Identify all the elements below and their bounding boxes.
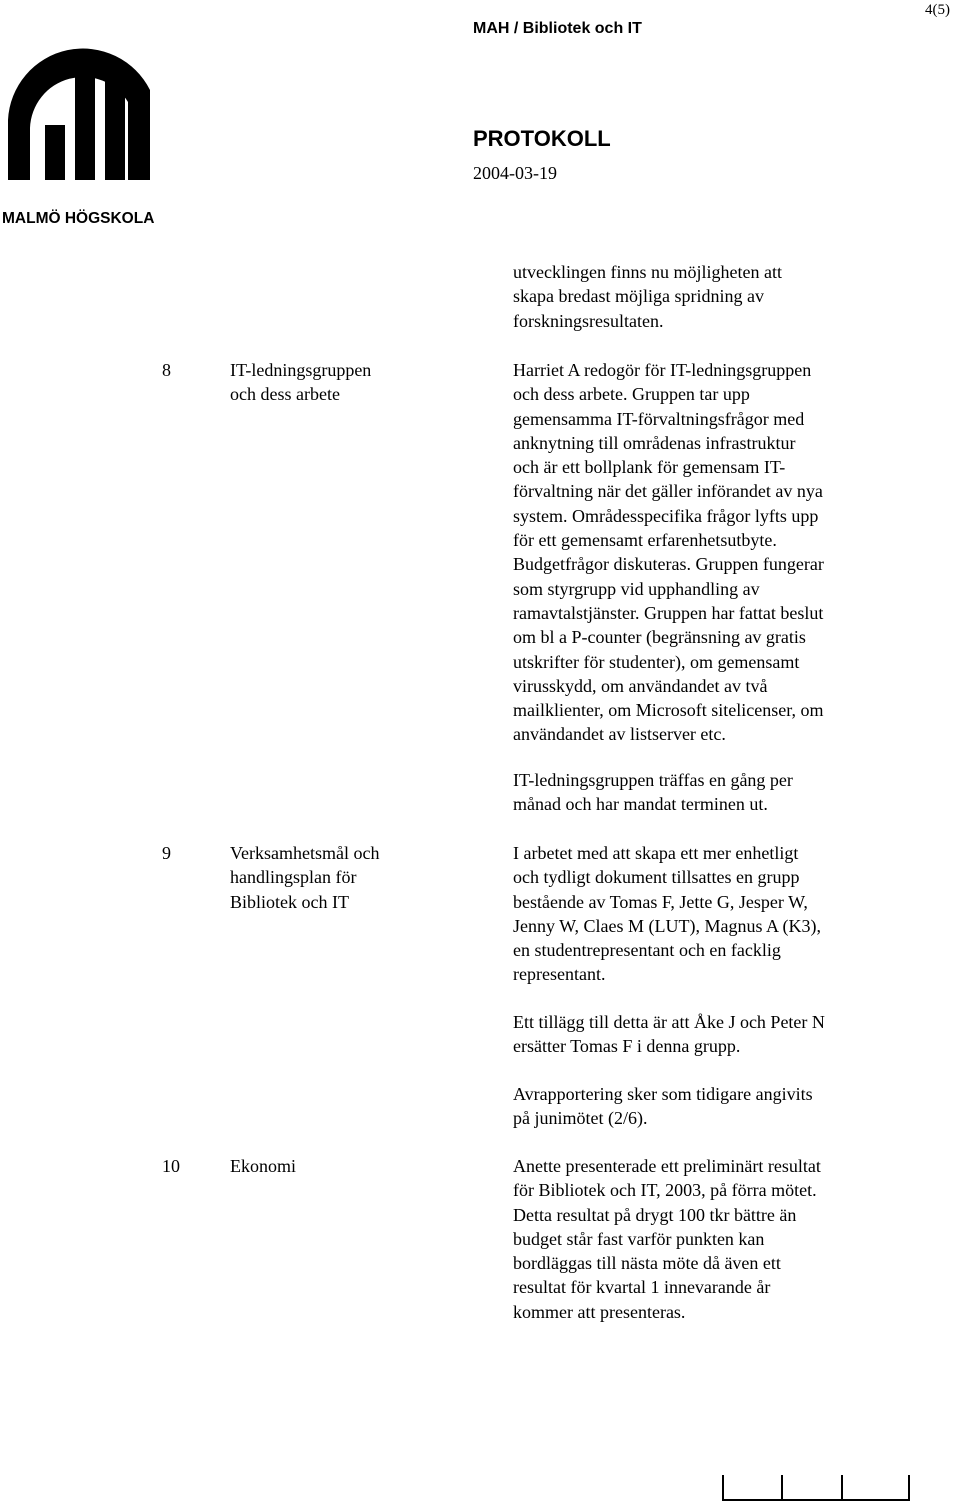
text-line: gemensamma IT-förvaltningsfrågor med xyxy=(513,408,805,429)
text-line: om bl a P-counter (begränsning av gratis xyxy=(513,627,806,648)
text-line: ramavtalstjänster. Gruppen har fattat beslut xyxy=(513,602,824,623)
continued-paragraph xyxy=(513,260,782,333)
organization-name: MAH / Bibliotek och IT xyxy=(473,20,642,37)
text-line: Ett tillägg till detta är att Åke J och Peter N xyxy=(513,1012,825,1032)
title-line: och dess arbete xyxy=(230,384,340,405)
document-type: PROTOKOLL xyxy=(473,126,611,151)
text-line: förvaltning när det gäller införandet av nya xyxy=(513,481,823,502)
text-line: anknytning till områdenas infrastruktur xyxy=(513,432,796,453)
page-number: 4(5) xyxy=(925,2,950,18)
item-8-number: 8 xyxy=(162,360,171,380)
title-line: Verksamhetsmål och xyxy=(230,843,380,863)
title-line: Bibliotek och IT xyxy=(230,891,349,912)
text-line: på junimötet (2/6). xyxy=(513,1108,648,1129)
svg-text:MALMÖ HÖGSKOLA: MALMÖ HÖGSKOLA xyxy=(2,210,155,227)
text-line: bestående av Tomas F, Jette G, Jesper W, xyxy=(513,891,808,912)
text-line: representant. xyxy=(513,964,606,985)
item-8-paragraph-1 xyxy=(513,358,824,747)
document-date: 2004-03-19 xyxy=(473,163,557,183)
title-line: Ekonomi xyxy=(230,1156,296,1176)
text-line: budget står fast varför punkten kan xyxy=(513,1228,765,1249)
text-line: och är ett bollplank för gemensam IT- xyxy=(513,457,786,478)
item-8-title xyxy=(230,358,371,407)
text-line: för ett gemensamt erfarenhetsutbyte. xyxy=(513,530,777,551)
text-line: skapa bredast möjliga spridning av xyxy=(513,286,764,307)
text-line: och dess arbete. Gruppen tar upp xyxy=(513,384,750,405)
item-8-paragraph-2 xyxy=(513,768,793,817)
text-line: månad och har mandat terminen ut. xyxy=(513,794,768,815)
item-10-paragraph-1 xyxy=(513,1154,821,1324)
text-line: Anette presenterade ett preliminärt resultat xyxy=(513,1156,821,1176)
text-line: och tydligt dokument tillsattes en grupp xyxy=(513,867,800,888)
text-line: forskningsresultaten. xyxy=(513,310,664,331)
text-line: Detta resultat på drygt 100 tkr bättre än xyxy=(513,1204,797,1225)
item-9-paragraph-3 xyxy=(513,1082,813,1131)
text-line: utskrifter för studenter), om gemensamt xyxy=(513,651,800,672)
text-line: ersätter Tomas F i denna grupp. xyxy=(513,1036,741,1057)
item-10-number: 10 xyxy=(162,1156,180,1176)
malmo-hogskola-logo xyxy=(0,30,170,230)
text-line: utvecklingen finns nu möjligheten att xyxy=(513,262,782,282)
text-line: Harriet A redogör för IT-ledningsgruppen xyxy=(513,360,812,380)
item-9-paragraph-1 xyxy=(513,841,821,987)
item-9-number: 9 xyxy=(162,843,171,863)
text-line: IT-ledningsgruppen träffas en gång per xyxy=(513,770,793,790)
text-line: användandet av listserver etc. xyxy=(513,724,726,745)
text-line: en studentrepresentant och en facklig xyxy=(513,940,781,961)
text-line: I arbetet med att skapa ett mer enhetligt xyxy=(513,843,799,863)
title-line: handlingsplan för xyxy=(230,867,357,888)
text-line: bordläggas till nästa möte då även ett xyxy=(513,1253,781,1274)
item-9-title xyxy=(230,841,379,914)
text-line: resultat för kvartal 1 innevarande år xyxy=(513,1277,771,1298)
text-line: mailklienter, om Microsoft sitelicenser, om xyxy=(513,700,824,721)
text-line: kommer att presenteras. xyxy=(513,1301,686,1322)
text-line: system. Områdesspecifika frågor lyfts upp xyxy=(513,505,819,526)
text-line: Budgetfrågor diskuteras. Gruppen fungerar xyxy=(513,554,824,575)
text-line: virusskydd, om användandet av två xyxy=(513,675,768,696)
text-line: som styrgrupp vid upphandling av xyxy=(513,578,760,599)
signature-boxes xyxy=(722,1475,910,1501)
text-line: Avrapportering sker som tidigare angivits xyxy=(513,1084,813,1104)
text-line: Jenny W, Claes M (LUT), Magnus A (K3), xyxy=(513,915,821,936)
item-9-paragraph-2 xyxy=(513,1010,825,1059)
text-line: för Bibliotek och IT, 2003, på förra mötet. xyxy=(513,1180,817,1201)
title-line: IT-ledningsgruppen xyxy=(230,360,372,380)
item-10-title xyxy=(230,1154,296,1178)
